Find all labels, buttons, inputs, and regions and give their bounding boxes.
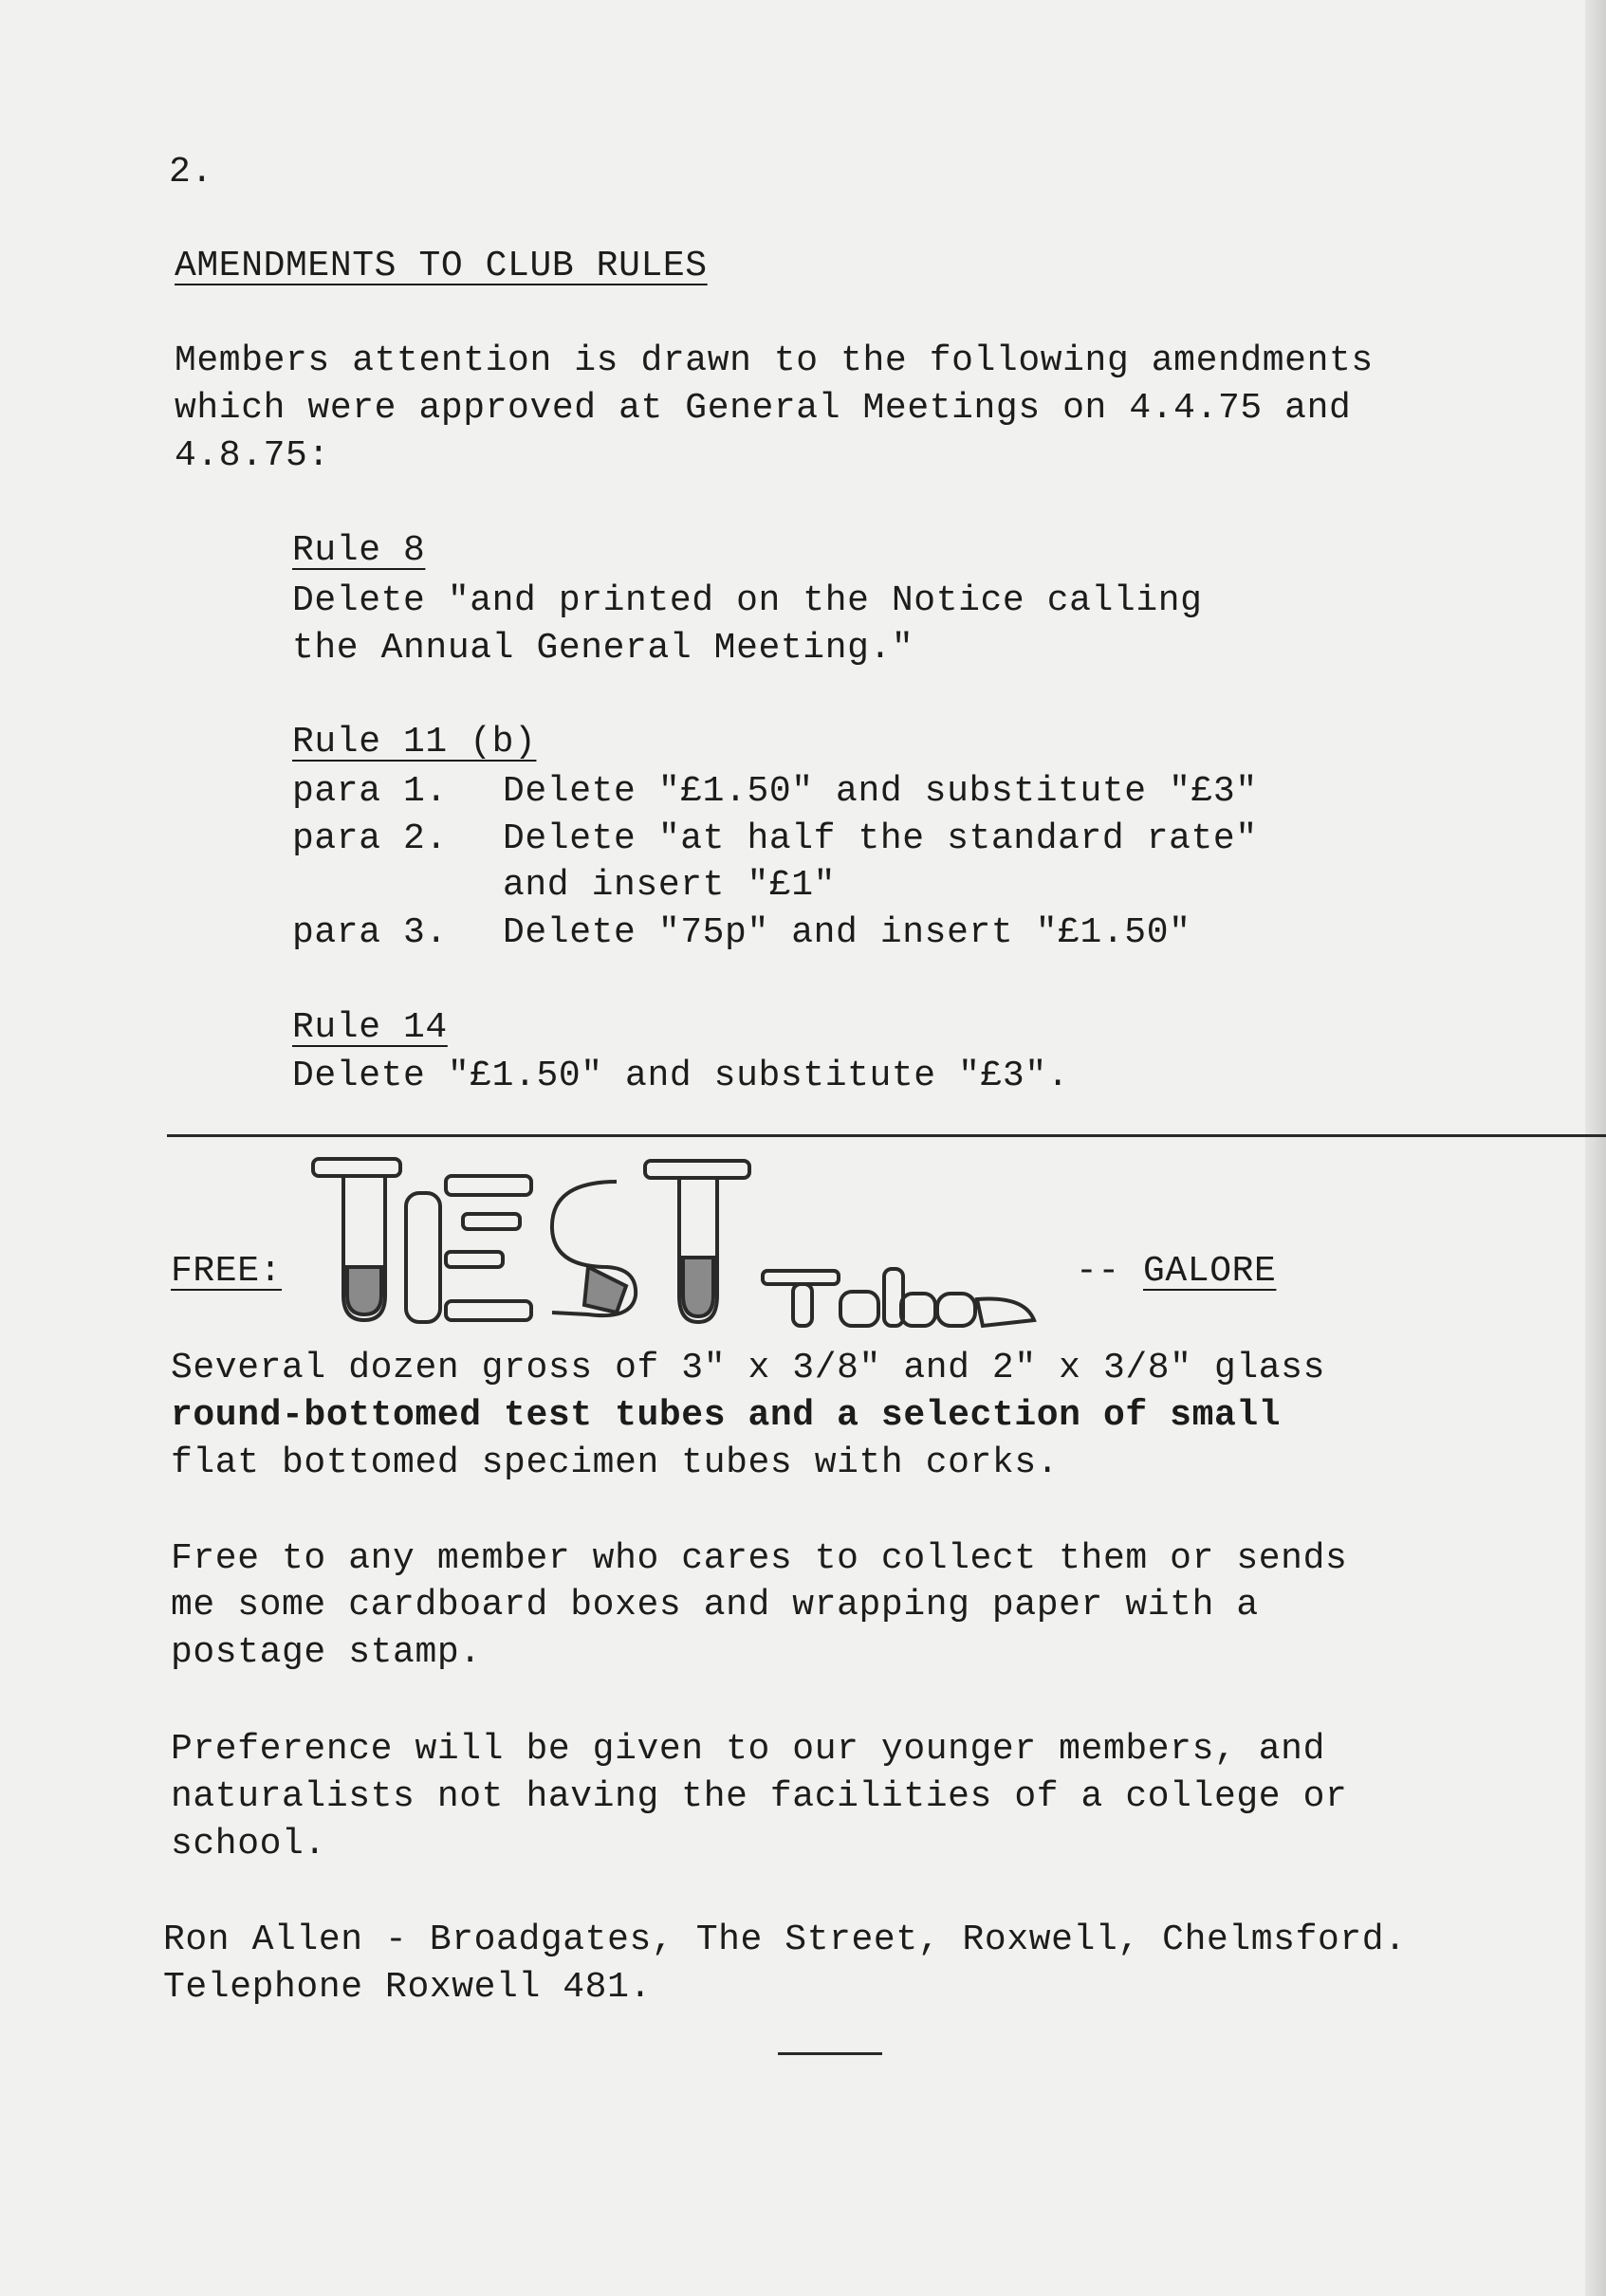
rule-8-title: Rule 8 (292, 530, 426, 571)
description-line-3: flat bottomed specimen tubes with corks. (171, 1442, 1060, 1483)
rule-14-line: Delete "£1.50" and substitute "£3". (292, 1056, 1070, 1096)
section-divider (167, 1134, 1606, 1137)
rule-11-para-3-label: para 3. (292, 912, 448, 953)
galore-label: GALORE (1143, 1251, 1277, 1292)
galore-dashes: -- (1076, 1251, 1120, 1292)
rule-8-line-1: Delete "and printed on the Notice calling (292, 580, 1203, 621)
rule-11-para-1-label: para 1. (292, 771, 448, 812)
rule-11-title: Rule 11 (b) (292, 722, 537, 762)
preference-line-1: Preference will be given to our younger members, and (171, 1729, 1325, 1770)
offer-line-1: Free to any member who cares to collect them or sends (171, 1538, 1348, 1579)
rule-11-para-1-text: Delete "£1.50" and substitute "£3" (503, 771, 1258, 812)
rule-11-para-2-text: Delete "at half the standard rate" (503, 818, 1258, 859)
offer-line-2: me some cardboard boxes and wrapping paper with a (171, 1585, 1259, 1626)
contact-line-2: Telephone Roxwell 481. (163, 1967, 652, 2008)
description-line-2: round-bottomed test tubes and a selection of small (171, 1395, 1282, 1436)
page-number: 2. (169, 152, 213, 193)
section-heading: AMENDMENTS TO CLUB RULES (175, 246, 708, 286)
preference-line-3: school. (171, 1824, 326, 1864)
contact-line-1: Ron Allen - Broadgates, The Street, Roxwell, Chelmsford. (163, 1919, 1407, 1960)
rule-14-title: Rule 14 (292, 1007, 448, 1048)
page-edge-shadow (1585, 0, 1606, 2296)
rule-11-para-2-label: para 2. (292, 818, 448, 859)
rule-8-line-2: the Annual General Meeting." (292, 628, 914, 669)
closing-rule (778, 2052, 882, 2055)
offer-line-3: postage stamp. (171, 1632, 482, 1673)
test-tubes-logo (304, 1153, 1043, 1343)
test-tube-drawing (304, 1153, 1043, 1343)
intro-line-3: 4.8.75: (175, 435, 330, 476)
preference-line-2: naturalists not having the facilities of a college or (171, 1776, 1348, 1817)
rule-11-para-3-text: Delete "75p" and insert "£1.50" (503, 912, 1191, 953)
intro-line-1: Members attention is drawn to the following amendments (175, 340, 1374, 381)
free-label: FREE: (171, 1251, 283, 1292)
intro-line-2: which were approved at General Meetings on 4.4.75 and (175, 388, 1352, 429)
rule-11-para-2-cont: and insert "£1" (503, 865, 837, 906)
description-line-1: Several dozen gross of 3" x 3/8" and 2" x 3/8" glass (171, 1348, 1325, 1388)
